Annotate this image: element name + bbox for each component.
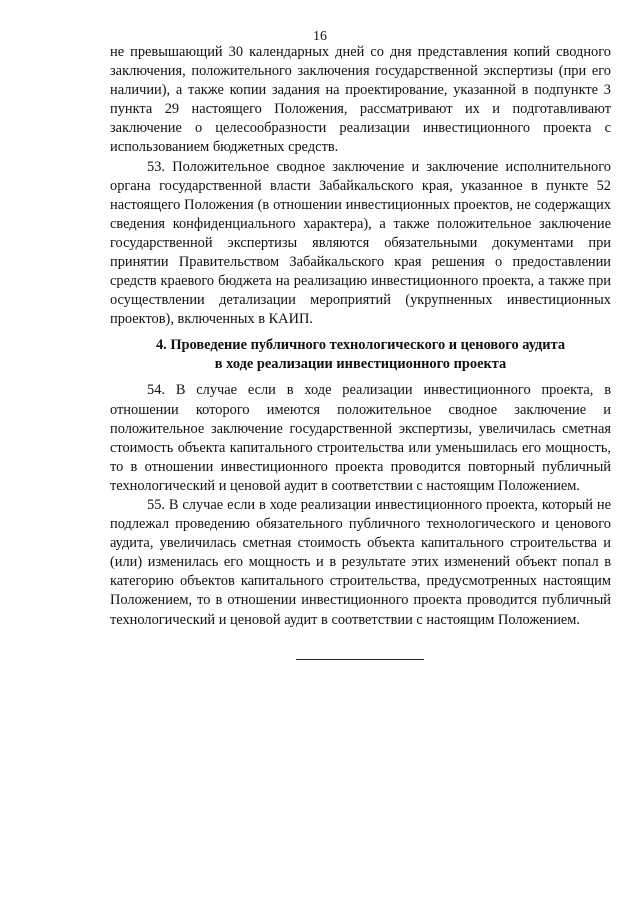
section-heading-line-1: 4. Проведение публичного технологического и ценового аудита <box>155 337 566 354</box>
section-heading-line-2: в ходе реализации инвестиционного проекта <box>214 356 507 373</box>
section-heading <box>110 336 611 374</box>
end-of-document-rule <box>296 659 424 660</box>
paragraph-53: 53. Положительное сводное заключение и заключение исполнительного органа государственной власти Забайкальского края, указанное в пункте 52 настоящего Положения (в отношении инвестиционных проектов, не содержащих сведения конфиденциального характера), а также положительное заключение государственной экспертизы являются обязательными документами при принятии Правительством Забайкальского края решения о предоставлении средств краевого бюджета на реализацию инвестиционного проекта, а также при осуществлении детализации мероприятий (укрупненных инвестиционных проектов), включенных в КАИП. <box>110 158 611 328</box>
document-body <box>110 43 611 630</box>
page-number: 16 <box>313 29 327 44</box>
paragraph-54: 54. В случае если в ходе реализации инвестиционного проекта, в отношении которого имеются положительное сводное заключение и положительное заключение государственной экспертизы, увеличилась сметная стоимость объекта капитального строительства или уменьшилась его мощность, то в отношении инвестиционного проекта проводится повторный публичный технологический и ценовой аудит в соответствии с настоящим Положением. <box>110 382 611 494</box>
paragraph-55: 55. В случае если в ходе реализации инвестиционного проекта, который не подлежал проведению обязательного публичного технологического и ценового аудита, увеличилась сметная стоимость объекта капитального строительства и (или) изменилась его мощность и в результате этих изменений объект попал в категорию объектов капитального строительства, предусмотренных настоящим Положением, то в отношении инвестиционного проекта проводится публичный технологический и ценовой аудит в соответствии с настоящим Положением. <box>110 496 611 628</box>
paragraph-continuation: не превышающий 30 календарных дней со дня представления копий сводного заключения, положительного заключения государственной экспертизы (при его наличии), а также копии задания на проектирование, указанной в подпункте 3 пункта 29 настоящего Положения, рассматривают их и подготавливают заключение о целесообразности реализации инвестиционного проекта с использованием бюджетных средств. <box>110 44 611 156</box>
